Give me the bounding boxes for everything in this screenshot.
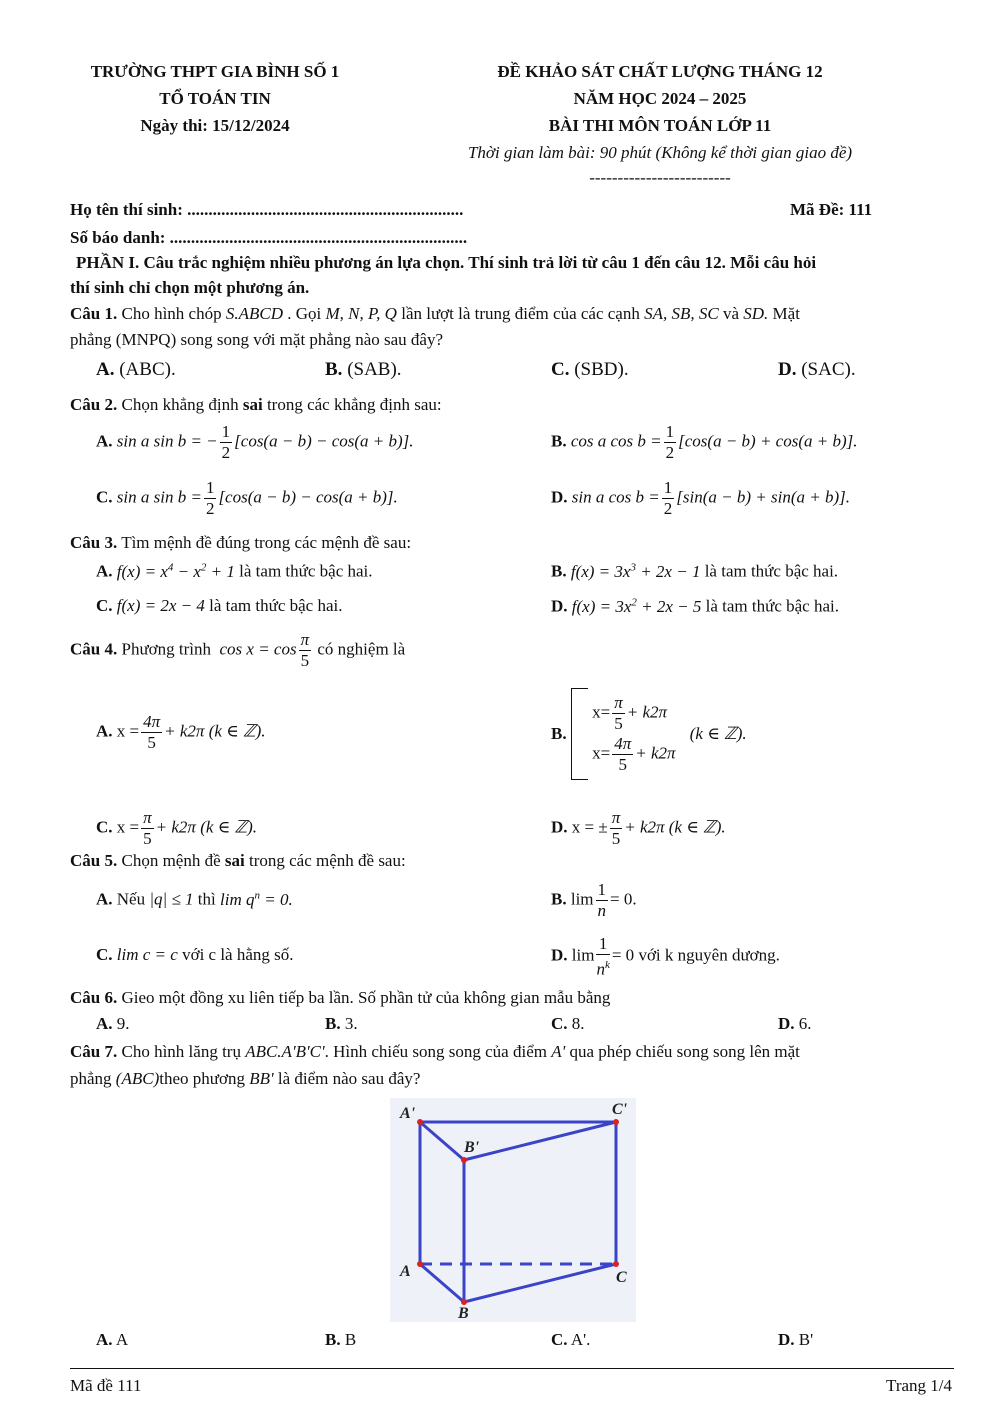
fraction xyxy=(596,880,609,921)
exam-code: Mã Đề: 111 xyxy=(790,200,873,219)
option-letter: C. xyxy=(551,359,570,380)
label-c: C xyxy=(616,1269,627,1286)
formula: + k2π xyxy=(626,702,668,722)
option-text: (SBD). xyxy=(574,359,629,380)
q4-option-c[interactable] xyxy=(96,808,257,849)
q4-option-a[interactable] xyxy=(96,712,266,753)
q7-text: Cho hình lăng trụ xyxy=(121,1042,241,1061)
question-label: Câu 2. xyxy=(70,395,118,414)
denominator: n xyxy=(596,959,605,979)
formula: = 0 xyxy=(611,945,635,965)
formula: cos x = cos xyxy=(219,639,297,659)
point-a1 xyxy=(417,1119,423,1125)
denominator: 2 xyxy=(205,499,215,518)
option-letter: B. xyxy=(551,431,567,451)
fraction xyxy=(299,630,312,671)
formula: + k2π xyxy=(635,743,676,763)
q4-text: có nghiệm là xyxy=(317,639,406,659)
option-letter: D. xyxy=(778,1014,795,1033)
option-letter: A. xyxy=(96,1014,113,1033)
q5-emphasis: sai xyxy=(224,851,245,870)
q1-text: . Gọi xyxy=(287,304,322,323)
option-letter: A. xyxy=(96,1330,113,1349)
q1-option-c[interactable] xyxy=(551,359,629,381)
formula: [cos(a − b) − cos(a + b)]. xyxy=(234,431,414,451)
q6-option-a[interactable] xyxy=(96,1014,130,1034)
formula: x= xyxy=(592,702,611,722)
q1-option-b[interactable] xyxy=(325,359,402,381)
formula: sin a cos b = xyxy=(571,487,660,507)
formula: + k2π (k ∈ ℤ). xyxy=(624,817,726,837)
question-label: Câu 4. xyxy=(70,639,118,659)
denominator: 5 xyxy=(147,733,156,752)
question-label: Câu 3. xyxy=(70,533,118,552)
q6-text: Gieo một đồng xu liên tiếp ba lần. Số phần tử của không gian mẫu bằng xyxy=(121,988,611,1007)
formula: = 0. xyxy=(610,889,637,909)
q3-option-c[interactable] xyxy=(96,596,342,616)
group-name: TỔ TOÁN TIN xyxy=(159,89,271,108)
solution-line xyxy=(592,693,675,734)
denominator: 5 xyxy=(611,829,621,848)
section-title: PHẦN I. Câu trắc nghiệm nhiều phương án lựa chọn. Thí sinh trả lời từ câu 1 đến câu 12. Mỗi câu hỏi xyxy=(76,253,817,272)
q7-option-c[interactable] xyxy=(551,1330,590,1350)
option-letter: D. xyxy=(778,359,797,380)
option-text: (SAB). xyxy=(347,359,402,380)
formula: lim q xyxy=(220,889,255,909)
q7-text: . Hình chiếu song song của điểm xyxy=(324,1042,547,1061)
formula: lim c = c xyxy=(116,945,178,964)
option-letter: A. xyxy=(96,889,113,909)
question-7 xyxy=(70,1042,800,1062)
formula: f(x) = 3x xyxy=(570,561,631,581)
fraction xyxy=(141,808,154,849)
q7-option-d[interactable] xyxy=(778,1330,813,1350)
option-text: với c là hằng số. xyxy=(182,945,294,964)
option-text: (SAC). xyxy=(801,359,856,380)
prism-figure xyxy=(390,1098,636,1322)
q6-option-c[interactable] xyxy=(551,1014,585,1034)
denominator: 5 xyxy=(614,714,623,733)
exponent: k xyxy=(604,959,610,971)
option-letter: C. xyxy=(551,1330,568,1349)
denominator: 5 xyxy=(143,829,152,848)
formula: + 2x − 5 xyxy=(636,596,702,616)
fraction xyxy=(141,712,162,753)
formula: f(x) = 3x xyxy=(571,596,632,616)
option-letter: B. xyxy=(551,889,567,909)
section-title-line2: thí sinh chỉ chọn một phương án. xyxy=(70,278,310,297)
q7-line2 xyxy=(70,1069,420,1089)
header-divider: ------------------------- xyxy=(589,168,731,187)
q1-text: Cho hình chóp xyxy=(121,304,222,323)
exponent: n xyxy=(254,889,260,901)
option-text: thì xyxy=(197,889,216,909)
q4-option-d[interactable] xyxy=(551,808,726,849)
q1-math: S.ABCD xyxy=(225,304,283,323)
formula: lim xyxy=(570,889,594,909)
page-number: Trang 1/4 xyxy=(886,1376,952,1395)
q3-option-a[interactable] xyxy=(96,561,373,582)
numerator: 4π xyxy=(614,734,632,753)
option-text: Nếu xyxy=(116,889,146,909)
numerator: 4π xyxy=(143,712,161,731)
q5-option-d[interactable] xyxy=(551,934,780,980)
numerator: 1 xyxy=(596,934,609,955)
q1-line2: phẳng (MNPQ) song song với mặt phẳng nào sau đây? xyxy=(70,330,444,349)
q1-text: Mặt xyxy=(772,304,800,323)
formula: x= xyxy=(592,743,611,763)
option-text: B' xyxy=(798,1330,814,1349)
numerator: π xyxy=(300,630,310,649)
fraction xyxy=(596,934,609,980)
formula: x = xyxy=(116,817,140,837)
option-letter: B. xyxy=(551,561,567,581)
label-b: B xyxy=(458,1305,469,1322)
q6-option-d[interactable] xyxy=(778,1014,812,1034)
q5-option-b[interactable] xyxy=(551,880,637,921)
denominator: n xyxy=(597,901,607,920)
q3-option-d[interactable] xyxy=(551,596,839,617)
q2-emphasis: sai xyxy=(242,395,263,414)
point-a xyxy=(417,1261,423,1267)
label-a: A xyxy=(400,1263,411,1280)
option-letter: A. xyxy=(96,721,113,741)
question-2 xyxy=(70,395,442,415)
exponent: 2 xyxy=(631,596,637,608)
q1-text: và xyxy=(722,304,740,323)
denominator: 2 xyxy=(665,443,675,462)
exam-title: ĐỀ KHẢO SÁT CHẤT LƯỢNG THÁNG 12 xyxy=(497,62,823,81)
option-letter: D. xyxy=(551,596,568,616)
q1-math: SA, SB, SC xyxy=(644,304,719,323)
option-letter: C. xyxy=(551,1014,568,1033)
fraction xyxy=(612,693,625,734)
formula: + k2π (k ∈ ℤ). xyxy=(164,721,266,741)
option-text: A'. xyxy=(570,1330,591,1349)
numerator: π xyxy=(611,808,621,827)
option-letter: B. xyxy=(551,724,567,743)
q1-option-d[interactable] xyxy=(778,359,856,381)
exponent: 4 xyxy=(167,561,174,573)
formula: BB' xyxy=(249,1069,274,1088)
formula: + 1 xyxy=(206,561,235,581)
q3-option-b[interactable] xyxy=(551,561,838,582)
formula: [cos(a − b) + cos(a + b)]. xyxy=(678,431,858,451)
q7-text: theo phương xyxy=(159,1069,245,1088)
label-a1: A' xyxy=(400,1105,416,1122)
formula: |q| ≤ 1 xyxy=(149,889,194,909)
option-text: 3. xyxy=(344,1014,358,1033)
formula: f(x) = x xyxy=(116,561,168,581)
q2-option-c[interactable] xyxy=(96,478,398,519)
formula: x = xyxy=(116,721,140,741)
q7-text: qua phép chiếu song song lên mặt xyxy=(569,1042,800,1061)
q3-text: Tìm mệnh đề đúng trong các mệnh đề sau: xyxy=(121,533,412,552)
q2-option-b[interactable] xyxy=(551,422,858,463)
denominator: 2 xyxy=(663,499,673,518)
formula: f(x) = 2x − 4 xyxy=(116,596,205,615)
duration: Thời gian làm bài: 90 phút (Không kể thời gian giao đề) xyxy=(467,143,853,162)
q5-text: trong các mệnh đề sau: xyxy=(248,851,406,870)
option-text: B xyxy=(344,1330,357,1349)
school-year: NĂM HỌC 2024 – 2025 xyxy=(573,89,747,108)
formula: ABC.A'B'C' xyxy=(245,1042,325,1061)
question-label: Câu 6. xyxy=(70,988,118,1007)
q7-text: phẳng xyxy=(70,1069,112,1088)
question-4 xyxy=(70,630,405,671)
q7-text: là điểm nào sau đây? xyxy=(277,1069,421,1088)
exponent: 3 xyxy=(630,561,636,573)
denominator: 5 xyxy=(618,755,627,774)
denominator: 2 xyxy=(221,443,231,462)
numerator: 1 xyxy=(221,422,231,441)
option-letter: A. xyxy=(96,431,113,451)
student-id-field: Số báo danh: ...................................................................... xyxy=(70,228,468,247)
point-c1 xyxy=(613,1119,619,1125)
exam-date: Ngày thi: 15/12/2024 xyxy=(140,116,290,135)
q4-text: Phương trình xyxy=(121,639,211,659)
q1-math: M, N, P, Q xyxy=(325,304,397,323)
question-label: Câu 5. xyxy=(70,851,118,870)
q2-option-a[interactable] xyxy=(96,422,414,463)
option-text: là tam thức bậc hai. xyxy=(239,561,373,581)
question-1 xyxy=(70,304,800,324)
option-letter: D. xyxy=(778,1330,795,1349)
question-label: Câu 7. xyxy=(70,1042,118,1061)
option-text: A xyxy=(115,1330,129,1349)
numerator: 1 xyxy=(665,422,675,441)
formula: lim xyxy=(571,945,595,965)
option-text: là tam thức bậc hai. xyxy=(704,561,839,581)
numerator: π xyxy=(614,693,623,712)
question-label: Câu 1. xyxy=(70,304,118,323)
numerator: 1 xyxy=(597,880,607,899)
question-3 xyxy=(70,533,411,553)
option-letter: C. xyxy=(96,487,113,507)
fraction xyxy=(662,478,675,519)
footer-rule xyxy=(70,1368,954,1369)
fraction xyxy=(612,734,633,775)
q2-text: trong các khẳng định sau: xyxy=(266,395,442,414)
formula: = 0. xyxy=(259,889,293,909)
formula: − x xyxy=(173,561,201,581)
footer-exam-code: Mã đề 111 xyxy=(70,1376,142,1395)
formula: (ABC) xyxy=(115,1069,160,1088)
solution-line xyxy=(592,734,675,775)
formula: + k2π (k ∈ ℤ). xyxy=(155,817,258,837)
fraction xyxy=(664,422,677,463)
student-name-field: Họ tên thí sinh: ................................................................. xyxy=(70,200,464,219)
option-text: là tam thức bậc hai. xyxy=(705,596,839,616)
option-text: 8. xyxy=(571,1014,585,1033)
formula: + 2x − 1 xyxy=(635,561,701,581)
option-letter: C. xyxy=(96,817,113,837)
numerator: π xyxy=(143,808,152,827)
option-letter: D. xyxy=(551,945,568,965)
option-letter: B. xyxy=(325,1330,341,1349)
option-letter: A. xyxy=(96,561,113,581)
option-text: là tam thức bậc hai. xyxy=(209,596,343,615)
bracket xyxy=(571,688,588,780)
option-letter: D. xyxy=(551,817,568,837)
formula: [sin(a − b) + sin(a + b)]. xyxy=(676,487,850,507)
q1-option-a[interactable] xyxy=(96,359,176,381)
q1-math: SD. xyxy=(743,304,769,323)
exponent: 2 xyxy=(200,561,207,573)
formula: A' xyxy=(551,1042,566,1061)
label-c1: C' xyxy=(612,1101,628,1118)
formula: cos a cos b = xyxy=(570,431,662,451)
point-c xyxy=(613,1261,619,1267)
school-name: TRƯỜNG THPT GIA BÌNH SỐ 1 xyxy=(90,62,340,81)
fraction xyxy=(610,808,623,849)
solution-set xyxy=(592,693,675,775)
q5-text: Chọn mệnh đề xyxy=(121,851,221,870)
option-letter: B. xyxy=(325,359,343,380)
formula: sin a sin b = − xyxy=(116,431,218,451)
label-b1: B' xyxy=(464,1139,480,1156)
option-letter: C. xyxy=(96,596,113,615)
fraction xyxy=(220,422,233,463)
subject: BÀI THI MÔN TOÁN LỚP 11 xyxy=(548,116,772,135)
option-text: với k nguyên dương. xyxy=(638,945,780,965)
option-text: (ABC). xyxy=(119,359,176,380)
formula: sin a sin b = xyxy=(116,487,202,507)
fraction xyxy=(204,478,217,519)
q1-text: lần lượt là trung điểm của các cạnh xyxy=(401,304,640,323)
q4-option-b[interactable] xyxy=(551,688,747,780)
option-letter: D. xyxy=(551,487,568,507)
option-text: 6. xyxy=(798,1014,812,1033)
q7-option-a[interactable] xyxy=(96,1330,128,1350)
option-letter: A. xyxy=(96,359,115,380)
option-text: 9. xyxy=(116,1014,130,1033)
formula: x = ± xyxy=(571,817,608,837)
numerator: 1 xyxy=(663,478,673,497)
q5-option-c[interactable] xyxy=(96,945,294,965)
question-5 xyxy=(70,851,406,871)
q2-option-d[interactable] xyxy=(551,478,850,519)
formula: (k ∈ ℤ). xyxy=(689,724,747,743)
q7-option-b[interactable] xyxy=(325,1330,356,1350)
q6-option-b[interactable] xyxy=(325,1014,358,1034)
q2-text: Chọn khẳng định xyxy=(121,395,239,414)
option-letter: B. xyxy=(325,1014,341,1033)
q5-option-a[interactable] xyxy=(96,889,293,910)
option-letter: C. xyxy=(96,945,113,964)
question-6 xyxy=(70,988,610,1008)
numerator: 1 xyxy=(205,478,215,497)
denominator: 5 xyxy=(300,651,310,670)
point-b1 xyxy=(461,1157,467,1163)
formula: [cos(a − b) − cos(a + b)]. xyxy=(218,487,398,507)
